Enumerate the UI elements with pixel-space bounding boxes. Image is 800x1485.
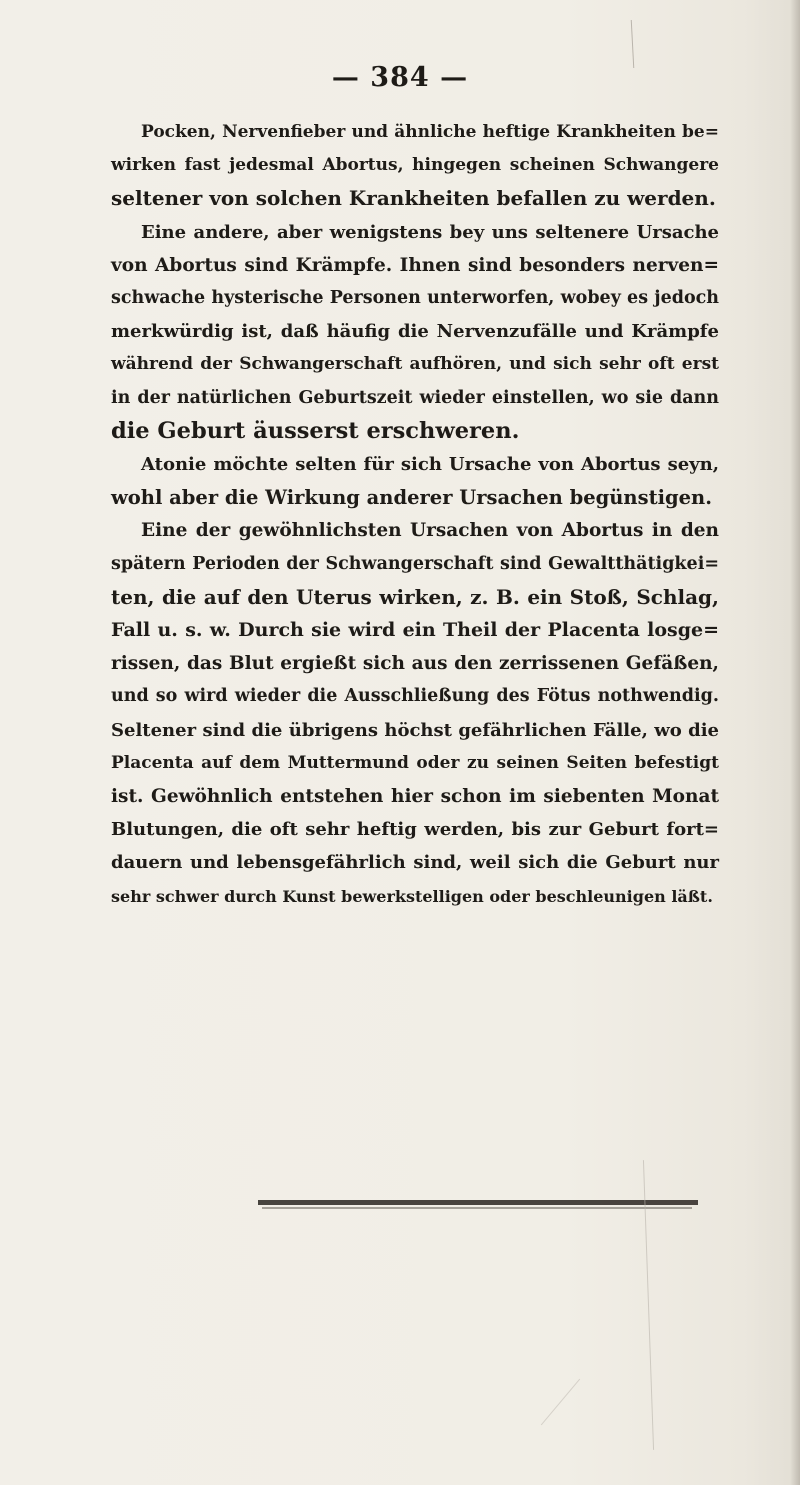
pencil-mark bbox=[631, 20, 635, 68]
text-line: Fall u. s. w. Durch sie wird ein Theil der Placenta losge= bbox=[111, 619, 719, 642]
text-line: sehr schwer durch Kunst bewerkstelligen oder beschleunigen läßt. bbox=[111, 886, 713, 906]
text-line: von Abortus sind Krämpfe. Ihnen sind besonders nerven= bbox=[111, 254, 719, 276]
paragraph-1 bbox=[111, 116, 719, 216]
text-line: Eine der gewöhnlichsten Ursachen von Abortus in den bbox=[141, 520, 719, 542]
paragraph-3 bbox=[111, 448, 719, 514]
paragraph-4 bbox=[111, 514, 719, 912]
text-line: schwache hysterische Personen unterworfen, wobey es jedoch bbox=[111, 288, 719, 309]
text-line: und so wird wieder die Ausschließung des Fötus nothwendig. bbox=[111, 686, 719, 707]
text-line: Seltener sind die übrigens höchst gefährlichen Fälle, wo die bbox=[111, 719, 719, 741]
text-line: Blutungen, die oft sehr heftig werden, bis zur Geburt fort= bbox=[111, 819, 719, 841]
paragraph-2 bbox=[111, 216, 719, 448]
text-line: Eine andere, aber wenigstens bey uns seltenere Ursache bbox=[141, 221, 719, 243]
text-line: dauern und lebensgefährlich sind, weil sich die Geburt nur bbox=[111, 852, 719, 874]
text-line: während der Schwangerschaft aufhören, und sich sehr oft erst bbox=[111, 354, 719, 375]
text-line: Placenta auf dem Muttermund oder zu seinen Seiten befestigt bbox=[111, 752, 719, 773]
text-line: rissen, das Blut ergießt sich aus den zerrissenen Gefäßen, bbox=[111, 653, 719, 675]
text-line: merkwürdig ist, daß häufig die Nervenzufälle und Krämpfe bbox=[111, 321, 719, 343]
text-line: spätern Perioden der Schwangerschaft sind Gewaltthätigkei= bbox=[111, 553, 719, 574]
body-text bbox=[111, 116, 719, 913]
text-line: ist. Gewöhnlich entstehen hier schon im siebenten Monat bbox=[111, 786, 719, 808]
page-edge bbox=[790, 0, 800, 1485]
text-line: wohl aber die Wirkung anderer Ursachen begünstigen. bbox=[111, 486, 713, 510]
text-line: Atonie möchte selten für sich Ursache von Abortus seyn, bbox=[141, 454, 719, 476]
bottom-rule-shadow bbox=[262, 1207, 692, 1209]
pencil-mark bbox=[541, 1379, 580, 1426]
text-line: in der natürlichen Geburtszeit wieder einstellen, wo sie dann bbox=[111, 387, 719, 408]
text-line: seltener von solchen Krankheiten befallen zu werden. bbox=[111, 186, 716, 211]
text-line: wirken fast jedesmal Abortus, hingegen scheinen Schwangere bbox=[111, 155, 719, 176]
bottom-rule bbox=[258, 1200, 698, 1205]
text-line: Pocken, Nervenfieber und ähnliche heftige Krankheiten be= bbox=[141, 122, 719, 142]
page-number: — 384 — bbox=[331, 62, 469, 93]
text-line: die Geburt äusserst erschweren. bbox=[111, 417, 520, 444]
text-line: ten, die auf den Uterus wirken, z. B. ein Stoß, Schlag, bbox=[111, 584, 719, 609]
